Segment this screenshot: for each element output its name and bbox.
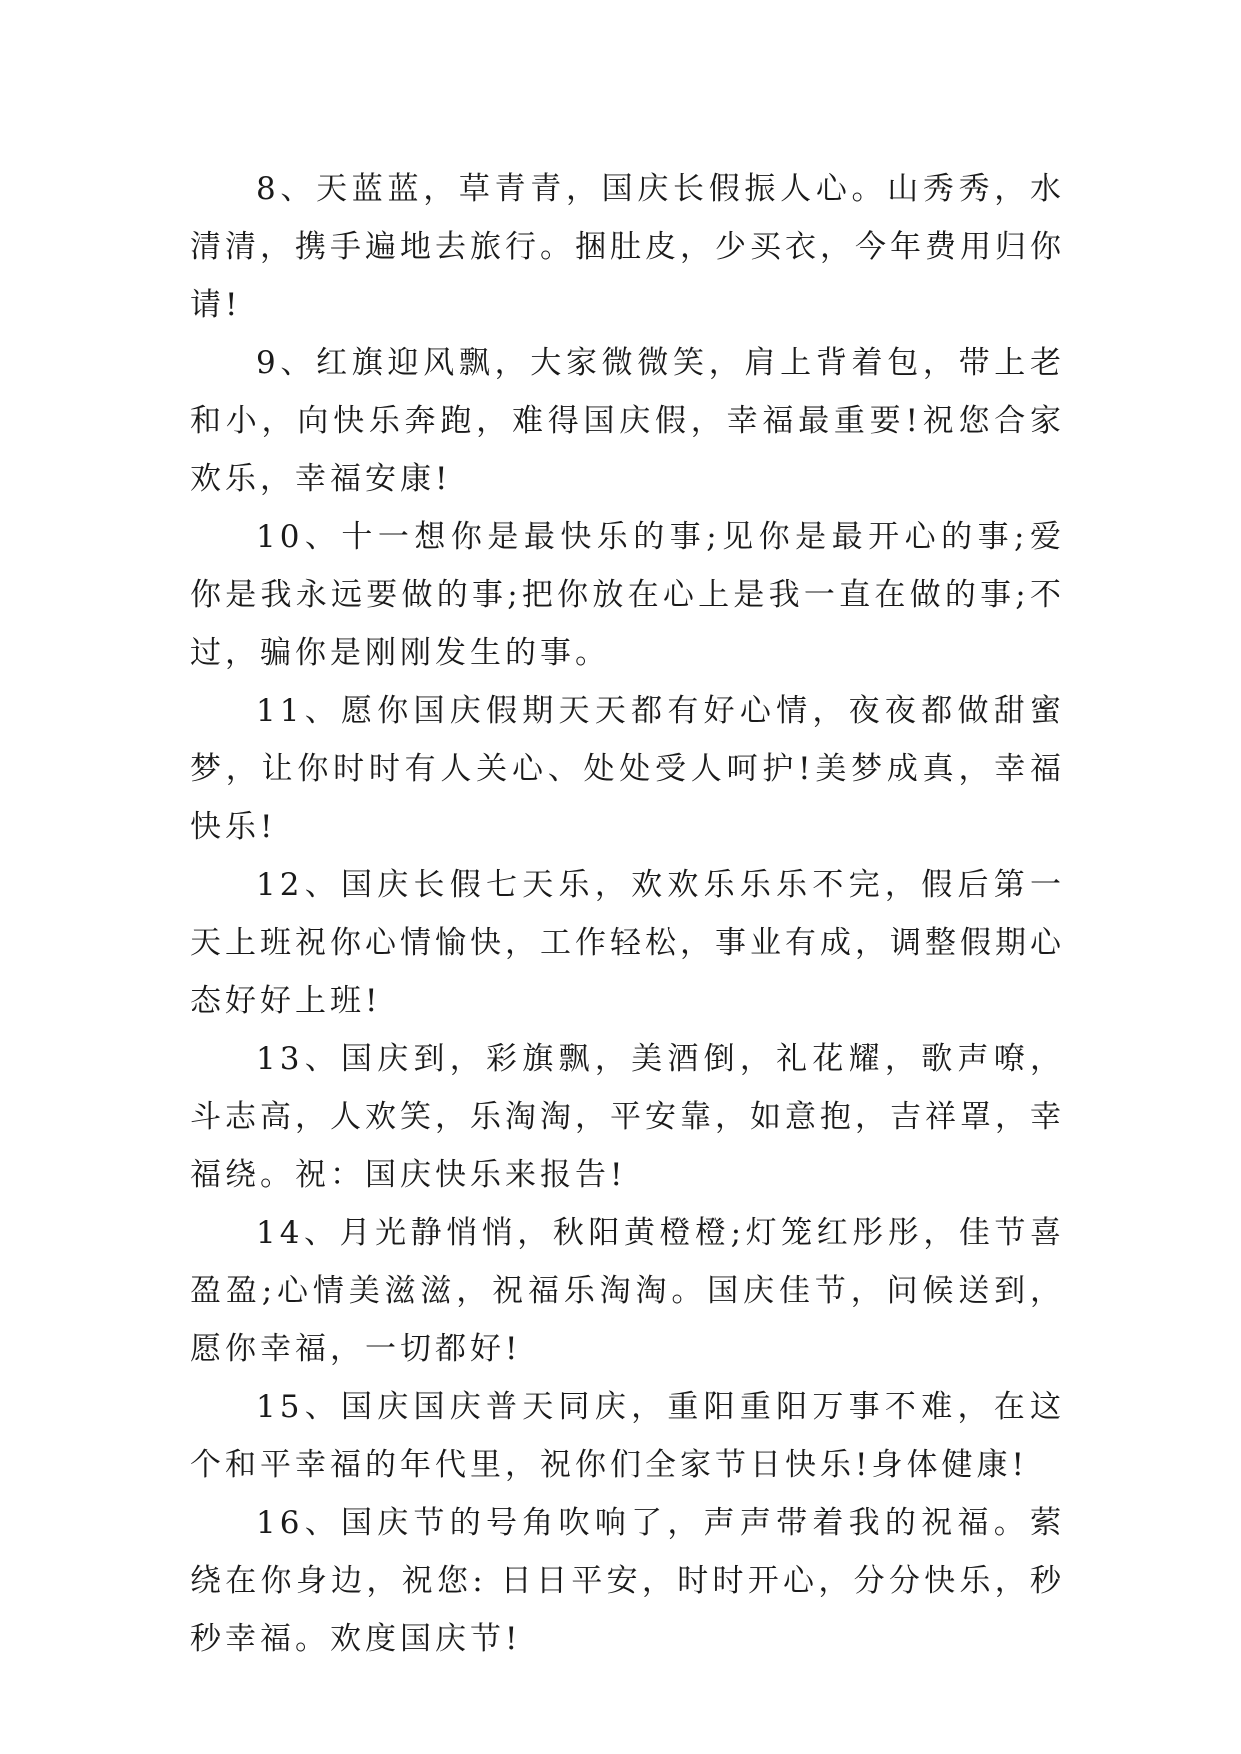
paragraph-12: 12、国庆长假七天乐，欢欢乐乐乐不完，假后第一天上班祝你心情愉快，工作轻松，事业有成，调整假期心态好好上班! [190,867,1065,1019]
document-body [190,160,1065,1668]
paragraph-11: 11、愿你国庆假期天天都有好心情，夜夜都做甜蜜梦，让你时时有人关心、处处受人呵护!美梦成真，幸福快乐! [190,693,1065,845]
paragraph-9: 9、红旗迎风飘，大家微微笑，肩上背着包，带上老和小，向快乐奔跑，难得国庆假，幸福最重要!祝您合家欢乐，幸福安康! [190,345,1065,497]
paragraph-14: 14、月光静悄悄，秋阳黄橙橙;灯笼红彤彤，佳节喜盈盈;心情美滋滋，祝福乐淘淘。国庆佳节，问候送到，愿你幸福，一切都好! [190,1215,1065,1367]
paragraph-13: 13、国庆到，彩旗飘，美酒倒，礼花耀，歌声嘹，斗志高，人欢笑，乐淘淘，平安靠，如意抱，吉祥罩，幸福绕。祝：国庆快乐来报告! [190,1041,1065,1193]
paragraph-10: 10、十一想你是最快乐的事;见你是最开心的事;爱你是我永远要做的事;把你放在心上是我一直在做的事;不过，骗你是刚刚发生的事。 [190,519,1065,671]
paragraph-16: 16、国庆节的号角吹响了，声声带着我的祝福。萦绕在你身边，祝您: 日日平安，时时开心，分分快乐，秒秒幸福。欢度国庆节! [190,1505,1065,1657]
paragraph-15: 15、国庆国庆普天同庆，重阳重阳万事不难，在这个和平幸福的年代里，祝你们全家节日快乐!身体健康! [190,1389,1065,1483]
paragraph-8: 8、天蓝蓝，草青青，国庆长假振人心。山秀秀，水清清，携手遍地去旅行。捆肚皮，少买衣，今年费用归你请! [190,171,1065,323]
